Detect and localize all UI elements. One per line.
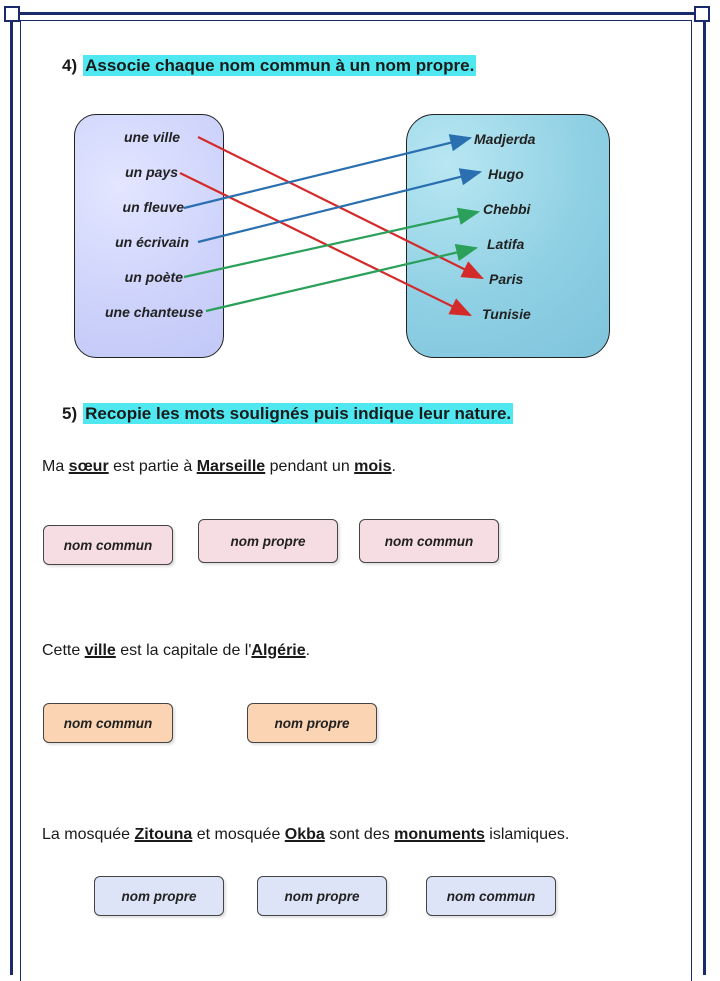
answer-soeur: nom commun [43, 525, 173, 565]
answer-algerie: nom propre [247, 703, 377, 743]
left-item-fleuve: un fleuve [122, 199, 184, 215]
arrow-poete-chebbi [184, 212, 478, 277]
underlined-word-algerie: Algérie [251, 642, 306, 659]
underlined-word-mois: mois [354, 458, 392, 475]
question-5-number: 5) [62, 404, 78, 423]
right-item-latifa: Latifa [487, 236, 525, 252]
right-item-madjerda: Madjerda [474, 131, 536, 147]
underlined-word-ville: ville [84, 642, 116, 659]
question-4-text: Associe chaque nom commun à un nom propre. [85, 56, 475, 75]
question-5-text: Recopie les mots soulignés puis indique leur nature. [85, 404, 512, 423]
answer-monuments: nom commun [426, 876, 556, 916]
right-item-paris: Paris [489, 271, 524, 287]
answer-mois: nom commun [359, 519, 499, 563]
underlined-word-monuments: monuments [394, 826, 485, 843]
left-item-pays: un pays [125, 164, 178, 180]
question-4-number: 4) [62, 56, 78, 75]
answer-ville: nom commun [43, 703, 173, 743]
left-item-poete: un poète [124, 269, 183, 285]
sentence-1: Ma sœur est partie à Marseille pendant un mois. [42, 458, 396, 475]
answer-okba: nom propre [257, 876, 387, 916]
right-item-hugo: Hugo [488, 166, 524, 182]
right-item-tunisie: Tunisie [482, 306, 531, 322]
question-5-title [62, 404, 513, 424]
underlined-word-soeur: sœur [68, 458, 109, 475]
arrow-ecrivain-hugo [198, 172, 480, 242]
arrow-pays-tunisie [180, 173, 470, 315]
sentence-3: La mosquée Zitouna et mosquée Okba sont des monuments islamiques. [42, 826, 570, 843]
answer-marseille: nom propre [198, 519, 338, 563]
answer-zitouna: nom propre [94, 876, 224, 916]
sentence-2: Cette ville est la capitale de l'Algérie. [42, 642, 311, 659]
arrow-chanteuse-latifa [206, 248, 476, 311]
left-item-ecrivain: un écrivain [115, 234, 189, 250]
left-item-chanteuse: une chanteuse [104, 304, 203, 320]
arrow-fleuve-madjerda [184, 138, 470, 208]
underlined-word-okba: Okba [284, 826, 325, 843]
underlined-word-zitouna: Zitouna [134, 826, 193, 843]
underlined-word-marseille: Marseille [196, 458, 266, 475]
right-item-chebbi: Chebbi [483, 201, 531, 217]
left-item-ville: une ville [123, 129, 180, 145]
